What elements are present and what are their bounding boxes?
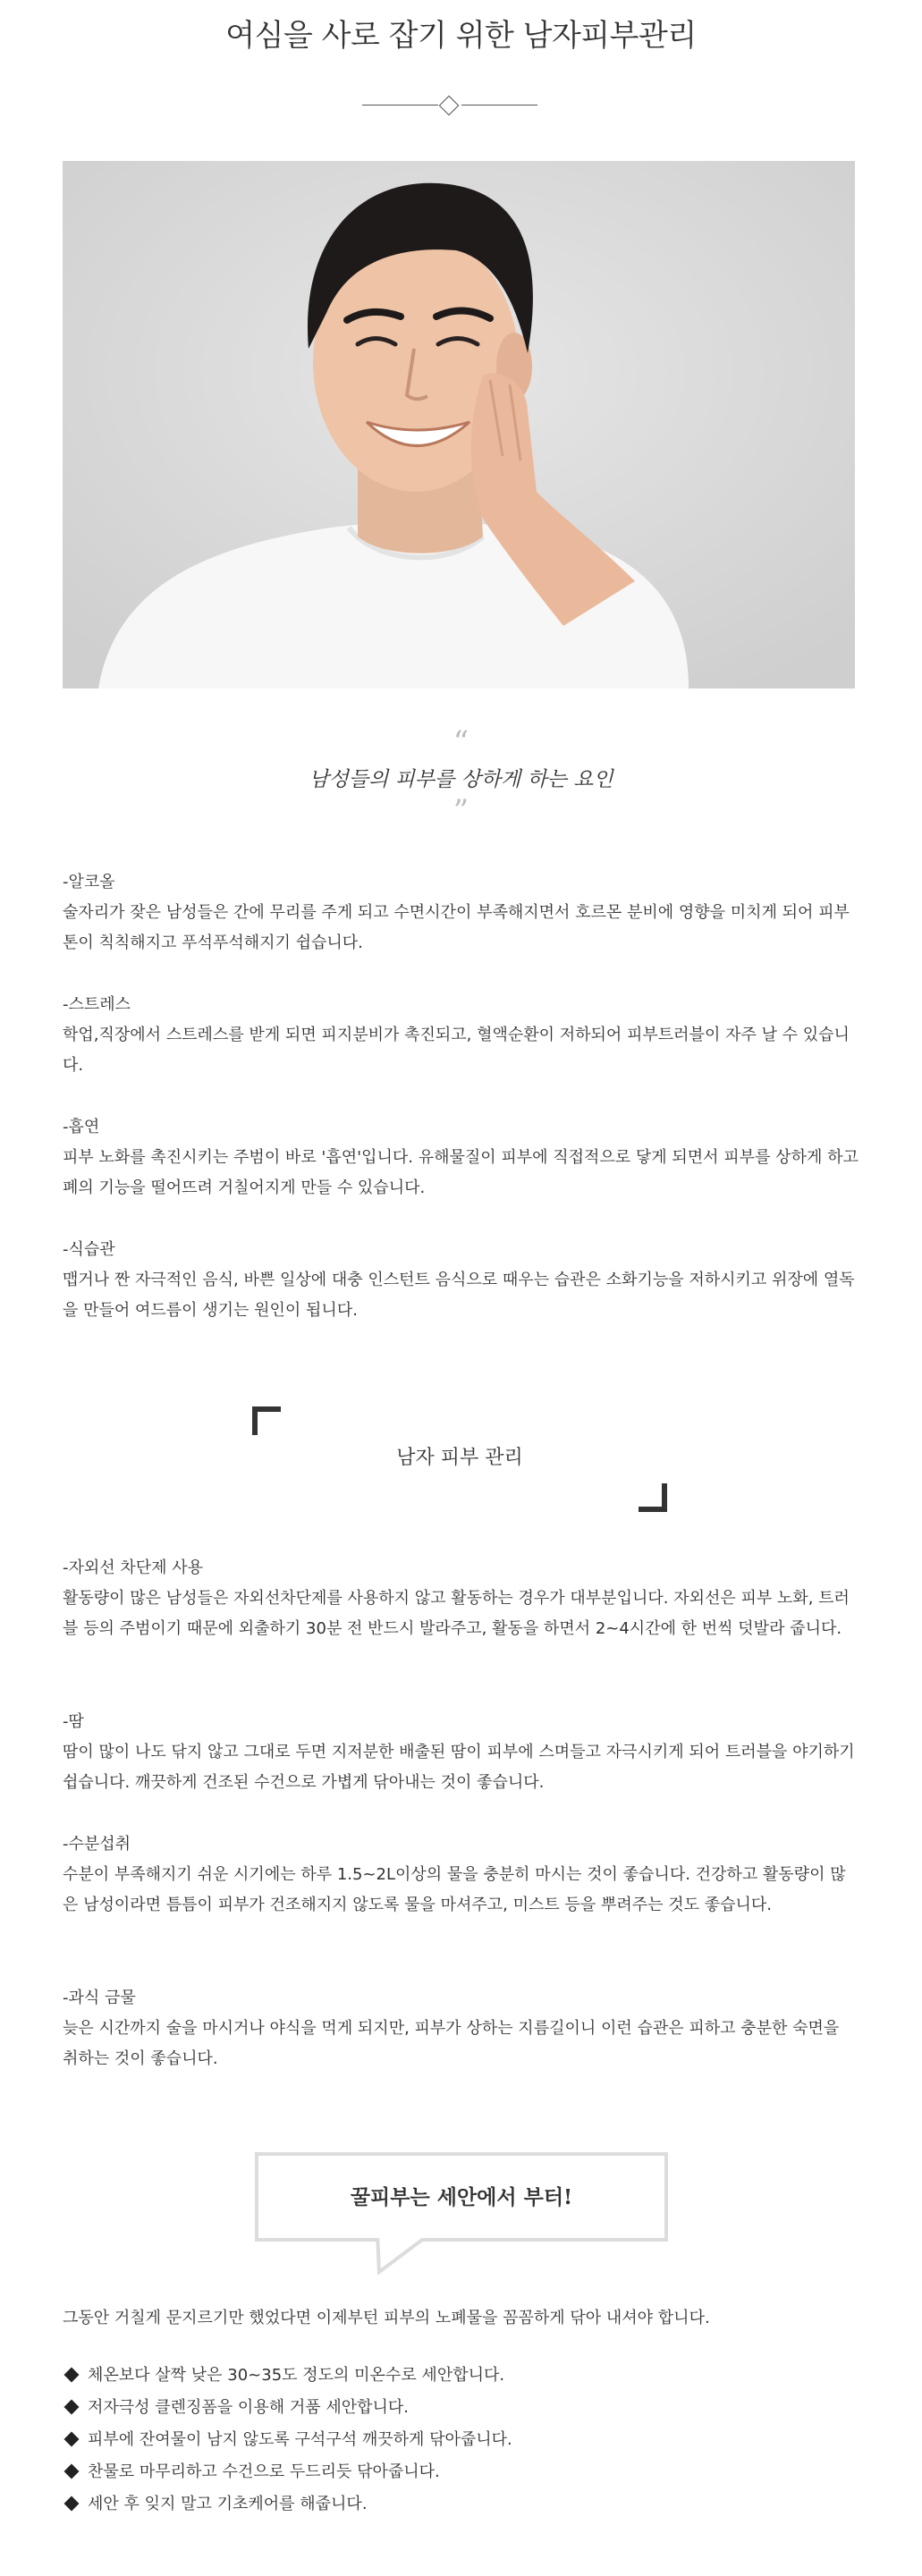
wash-title: 꿀피부는 세안에서 부터! [350,2185,573,2209]
care-head: -수분섭취 [63,1835,131,1854]
factor-head: -스트레스 [63,995,131,1014]
factor-body: 술자리가 잦은 남성들은 간에 무리를 주게 되고 수면시간이 부족해지면서 호르몬 분비에 영향을 미치게 되어 피부 톤이 칙칙해지고 푸석푸석해지기 쉽습니다. [63,903,850,952]
wash-step-text: 저자극성 클렌징폼을 이용해 거품 세안합니다. [88,2398,409,2417]
care-body: 수분이 부족해지기 쉬운 시기에는 하루 1.5~2L이상의 물을 충분히 마시는 것이 좋습니다. 건강하고 활동량이 많은 남성이라면 틈틈이 피부가 건조해지지 않도록 물을 마셔주고, 미스트 등을 뿌려주는 것도 좋습니다. [63,1865,846,1914]
diamond-bullet-icon [64,2400,80,2415]
care-sweat [63,1707,859,1798]
care-heading [252,1406,667,1512]
care-body: 늦은 시간까지 술을 마시거나 야식을 먹게 되지만, 피부가 상하는 지름길이니 이런 습관은 피하고 충분한 숙면을 취하는 것이 좋습니다. [63,2019,840,2068]
factor-body: 학업,직장에서 스트레스를 받게 되면 피지분비가 촉진되고, 혈액순환이 저하되어 피부트러블이 자주 날 수 있습니다. [63,1026,850,1075]
wash-step [63,2424,867,2456]
factor-stress [63,990,859,1081]
factor-head: -흡연 [63,1118,100,1136]
diamond-bullet-icon [64,2496,80,2512]
wash-list [63,2302,867,2521]
wash-step [63,2360,867,2392]
wash-intro: 그동안 거칠게 문지르기만 했었다면 이제부턴 피부의 노폐물을 꼼꼼하게 닦아 내셔야 합니다. [63,2309,710,2327]
divider-line-right [461,105,537,106]
diamond-bullet-icon [64,2432,80,2447]
care-body: 활동량이 많은 남성들은 자외선차단제를 사용하지 않고 활동하는 경우가 대부분입니다. 자외선은 피부 노화, 트러블 등의 주범이기 때문에 외출하기 30분 전 반드시 발라주고, 활동을 하면서 2~4시간에 한 번씩 덧발라 줍니다. [63,1589,850,1638]
care-body: 땀이 많이 나도 닦지 않고 그대로 두면 지저분한 배출된 땀이 피부에 스며들고 자극시키게 되어 트러블을 야기하기 쉽습니다. 깨끗하게 건조된 수건으로 가볍게 닦아내는 것이 좋습니다. [63,1743,855,1792]
factor-body: 피부 노화를 촉진시키는 주범이 바로 '흡연'입니다. 유해물질이 피부에 직접적으로 닿게 되면서 피부를 상하게 하고 폐의 기능을 떨어뜨려 거칠어지게 만들 수 있습니다. [63,1148,859,1197]
photo-illustration [63,161,855,688]
page-title: 여심을 사로 잡기 위한 남자피부관리 [225,18,697,54]
divider-diamond-icon [439,96,460,116]
smiling-man-photo [63,161,855,688]
factor-alcohol [63,867,859,959]
wash-step [63,2392,867,2424]
factor-body: 맵거나 짠 자극적인 음식, 바쁜 일상에 대충 인스턴트 음식으로 때우는 습관은 소화기능을 저하시키고 위장에 열독을 만들어 여드름이 생기는 원인이 됩니다. [63,1271,855,1320]
speech-bubble-tail-icon [376,2238,438,2276]
diamond-bullet-icon [64,2464,80,2479]
care-title: 남자 피부 관리 [396,1447,523,1469]
corner-bracket-bottom-right-icon [639,1483,667,1512]
title-divider [362,95,537,116]
care-head: -땀 [63,1712,84,1731]
corner-bracket-top-left-icon [252,1406,281,1435]
factor-smoking [63,1112,859,1204]
factor-head: -알코올 [63,873,115,891]
factor-diet [63,1235,859,1326]
wash-step [63,2488,867,2521]
factors-title: 남성들의 피부를 상하게 하는 요인 [309,768,613,791]
care-no-overeating [63,1983,859,2074]
care-sunscreen [63,1553,859,1644]
care-head: -자외선 차단제 사용 [63,1558,204,1577]
wash-heading-bubble [255,2152,668,2242]
close-quote-icon: ” [453,793,469,829]
factor-head: -식습관 [63,1240,115,1259]
wash-step [63,2456,867,2488]
wash-step-text: 세안 후 잊지 말고 기초케어를 해줍니다. [88,2495,368,2513]
open-quote-icon: “ [453,724,469,760]
diamond-bullet-icon [64,2368,80,2383]
wash-step-text: 피부에 잔여물이 남지 않도록 구석구석 깨끗하게 닦아줍니다. [88,2430,512,2449]
wash-step-text: 찬물로 마무리하고 수건으로 두드리듯 닦아줍니다. [88,2462,440,2481]
wash-step-text: 체온보다 살짝 낮은 30~35도 정도의 미온수로 세안합니다. [88,2366,505,2385]
divider-line-left [362,105,438,106]
care-hydration [63,1829,859,1921]
factors-heading [0,724,922,829]
care-head: -과식 금물 [63,1989,136,2007]
